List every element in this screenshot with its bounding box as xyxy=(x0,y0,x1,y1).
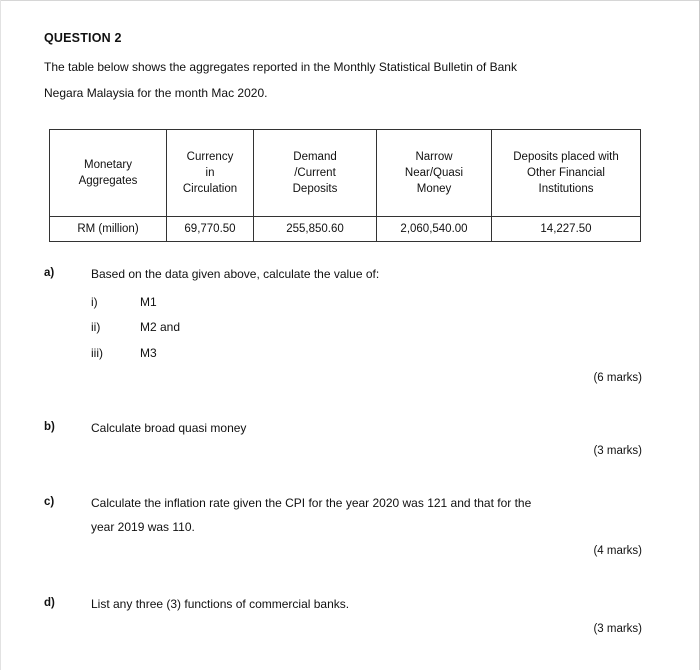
table-row xyxy=(50,217,641,242)
value-demand-deposits: 255,850.60 xyxy=(254,217,377,242)
header-currency-in-circulation xyxy=(167,130,254,217)
header-monetary-aggregates xyxy=(50,130,167,217)
monetary-aggregates-table xyxy=(49,129,641,242)
header-line: Other Financial xyxy=(527,167,605,179)
header-line: Deposits placed with xyxy=(513,151,619,163)
header-line: Deposits xyxy=(292,183,338,195)
part-a-item-text: M1 xyxy=(140,295,157,309)
part-b-text: Calculate broad quasi money xyxy=(91,421,247,435)
frame-border-top xyxy=(0,0,700,1)
header-line: Currency xyxy=(186,151,234,163)
value-currency: 69,770.50 xyxy=(167,217,254,242)
part-c-text-line2: year 2019 was 110. xyxy=(91,520,195,534)
value-narrow-quasi-money: 2,060,540.00 xyxy=(377,217,492,242)
part-a-item-text: M2 and xyxy=(140,320,181,334)
part-c-marks: (4 marks) xyxy=(593,545,642,557)
part-d-text: List any three (3) functions of commercial banks. xyxy=(91,597,350,611)
header-line: /Current xyxy=(294,167,336,179)
header-line: Near/Quasi xyxy=(404,167,464,179)
header-line: Circulation xyxy=(182,183,238,195)
part-a-label: a) xyxy=(44,267,55,279)
question-title: QUESTION 2 xyxy=(44,31,122,45)
part-c-label: c) xyxy=(44,496,55,508)
part-a-text: Based on the data given above, calculate the value of: xyxy=(91,267,380,281)
header-line: Institutions xyxy=(538,183,594,195)
intro-line-1: The table below shows the aggregates reported in the Monthly Statistical Bulletin of Bank xyxy=(44,60,517,74)
part-a-item-num: iii) xyxy=(91,346,103,360)
header-narrow-quasi-money xyxy=(377,130,492,217)
header-line: Narrow xyxy=(415,151,453,163)
part-c-text-line1: Calculate the inflation rate given the CPI for the year 2020 was 121 and that for the xyxy=(91,496,532,510)
header-line: Monetary xyxy=(84,159,132,171)
part-d-label: d) xyxy=(44,597,55,609)
part-b-marks: (3 marks) xyxy=(593,445,642,457)
header-line: Aggregates xyxy=(78,175,138,187)
part-a-marks: (6 marks) xyxy=(593,372,642,384)
part-d-marks: (3 marks) xyxy=(593,623,642,635)
part-a-item-num: i) xyxy=(91,295,98,309)
question-intro xyxy=(44,54,664,106)
header-line: in xyxy=(205,167,215,179)
header-line: Money xyxy=(416,183,452,195)
row-label: RM (million) xyxy=(50,217,167,242)
part-a-item-num: ii) xyxy=(91,320,101,334)
intro-line-2: Negara Malaysia for the month Mac 2020. xyxy=(44,86,268,100)
frame-border-left xyxy=(0,0,1,670)
part-a-item-text: M3 xyxy=(140,346,157,360)
table-header-row xyxy=(50,130,641,217)
header-demand-deposits xyxy=(254,130,377,217)
header-deposits-other-institutions xyxy=(492,130,641,217)
value-other-deposits: 14,227.50 xyxy=(492,217,641,242)
part-b-label: b) xyxy=(44,421,55,433)
header-line: Demand xyxy=(293,151,337,163)
